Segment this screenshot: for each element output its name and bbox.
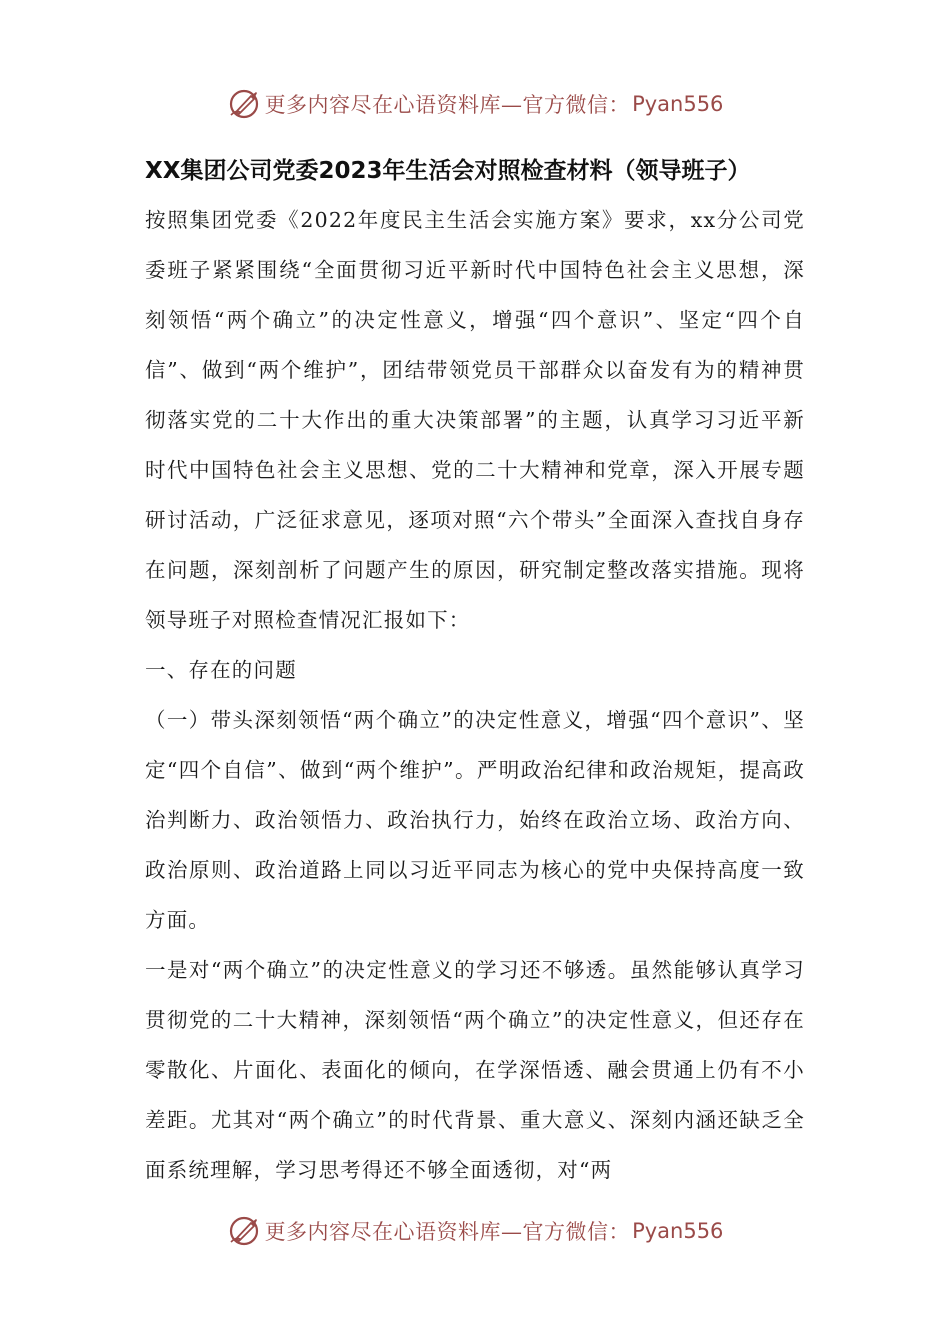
document-body (145, 195, 805, 1195)
pen-nib-logo-icon (227, 1214, 261, 1248)
header-watermark (0, 84, 950, 124)
section-heading: 一、存在的问题 (145, 658, 297, 682)
watermark-handle: Pyan556 (632, 92, 724, 116)
pen-nib-logo-icon (227, 87, 261, 121)
subsection-heading: （一）带头深刻领悟“两个确立”的决定性意义，增强“四个意识”、坚定“四个自信”、做到“两个维护”。严明政治纪律和政治规矩，提高政治判断力、政治领悟力、政治执行力，始终在政治立场、政治方向、政治原则、政治道路上同以习近平同志为核心的党中央保持高度一致方面。 (145, 708, 805, 932)
watermark-text: 更多内容尽在心语资料库—官方微信： (264, 93, 631, 117)
intro-paragraph: 按照集团党委《2022年度民主生活会实施方案》要求，xx分公司党委班子紧紧围绕“全面贯彻习近平新时代中国特色社会主义思想，深刻领悟“两个确立”的决定性意义，增强“四个意识”、坚定“四个自信”、做到“两个维护”，团结带领党员干部群众以奋发有为的精神贯彻落实党的二十大作出的重大决策部署”的主题，认真学习习近平新时代中国特色社会主义思想、党的二十大精神和党章，深入开展专题研讨活动，广泛征求意见，逐项对照“六个带头”全面深入查找自身存在问题，深刻剖析了问题产生的原因，研究制定整改落实措施。现将领导班子对照检查情况汇报如下： (145, 208, 805, 632)
document-title: XX集团公司党委2023年生活会对照检查材料（领导班子） (145, 158, 751, 184)
watermark-handle: Pyan556 (632, 1219, 724, 1243)
footer-watermark (0, 1211, 950, 1251)
body-paragraph: 一是对“两个确立”的决定性意义的学习还不够透。虽然能够认真学习贯彻党的二十大精神，深刻领悟“两个确立”的决定性意义，但还存在零散化、片面化、表面化的倾向，在学深悟透、融会贯通上仍有不小差距。尤其对“两个确立”的时代背景、重大意义、深刻内涵还缺乏全面系统理解，学习思考得还不够全面透彻，对“两 (145, 958, 805, 1182)
watermark-text: 更多内容尽在心语资料库—官方微信： (264, 1220, 631, 1244)
